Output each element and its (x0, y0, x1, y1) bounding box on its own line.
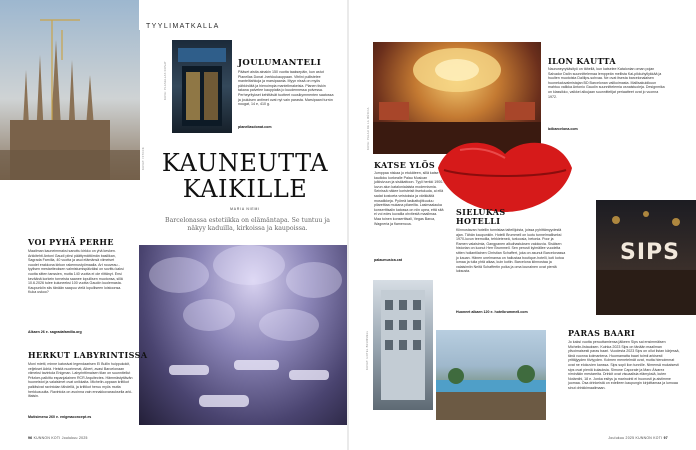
section-label: TYYLIMATKALLA (146, 23, 220, 30)
right-page-number: 97 (663, 436, 668, 440)
herkut-labyrintissa-link: Mutisimenu 260 e. enigmaconcept.es (28, 415, 92, 419)
shop-photo-credit: KUVA: PLANELLAS DONAT (164, 60, 167, 100)
ilon-kautta-body: Nauruneyrykäsityö on tähellä, kun katselee Katalonian oman pojan Salvador Dalín suunnittelemaa lemppeän mellista Kai-pikkuhyllykkää ja huulten muotoista Dalílips-sohvaa. Ne ovat itsesta barcelonalaisen huonekaluvalmistajan BD Barcelonan valikoimasta. Mallisakuidkuun mahtuu valikka Antonio Gaudín suunnittelemia osnaistuoleja. Designmika on klassikko, vaikkei alkujaan suunnittelijat periaatteet ovat jo vuonna 1972. (548, 67, 665, 99)
left-publication: KUNNON KOTI (33, 436, 61, 440)
page-spine (347, 0, 349, 450)
dalilips-sofa-photo (430, 128, 580, 216)
sielukas-hotelli-link: Huoneet alkaen 120 e. hotelbrummell.com (456, 310, 528, 314)
joulumanteli-link: planellasdonat.com (238, 125, 272, 129)
sielukas-hotelli-title: SIELUKAS HOTELLI (456, 207, 506, 226)
enigma-restaurant-photo (139, 245, 347, 425)
palau-photo-credit: KUVA: PALAU DE LA MÚSICA (367, 107, 370, 150)
katse-ylos-link: palaumusica.cat (374, 258, 402, 262)
lips-sofa-drawing (430, 128, 580, 216)
sips-bar-photo (596, 200, 696, 315)
voi-pyha-perhe-title: VOI PYHÄ PERHE (28, 237, 114, 247)
right-footer (608, 436, 668, 440)
shop-drawing (172, 40, 232, 133)
voi-pyha-perhe-link: Alkaen 26 e. sagradafamilia.org (28, 330, 82, 334)
left-issue: Joulukuu 2025 (61, 436, 88, 440)
joulumanteli-title: JOULUMANTELI (238, 58, 322, 68)
joulumanteli-body: Pääset aistia ainakin 150 vuotta taaksepäin, kun astut Planellas Donat -herkkukauppaan. Vitriini pullistelee mantelitahkoja ja marsipaania. Myyn nissä on myös pähkinöitä ja hienoimpia mantelimakeisia. Planen tiskin takana palvelee kauppiaita jo kuudennessa polvessa. Perheyritykset kehittävät tuotteet vuosikymmenten saatossa ja jouluisen antimet ovat nyt vain parasta. Marsipaani turrón nougat, 14 e, 410 g. (238, 70, 334, 107)
herkut-labyrintissa-body: Moni mietti, minne katosivat legendaarisen El Bullin huippukokit, veljekset Adrià. Heistä nuorimmat, Albert, avasi Barcelonaan viimeksi tavintola Enigman. Labyrinttimaisen tilan on suunnitellut Pritzker-palkittu espanjalainen RCR Arquitectes. Hämmästyttävän huoneistot ja valaisimet ovat unikkaita. Michelin-oppaan kriitikot palkitsivat ravintolan tähdellä, ja kriitikot heruu myös mutta herkkusuulta. Ravintola on avoinna vain ennakkovarauksella arki-iltaisin. (28, 362, 133, 399)
ilon-kautta-link: bdbarcelona.com (548, 127, 578, 131)
sagrada-familia-photo (0, 0, 140, 180)
paras-baari-title: PARAS BAARI (568, 328, 636, 338)
hotel-brummell-photo (373, 280, 433, 410)
katse-ylos-body: Jumppaa niskaa jo etukäteen, sillä katse kaulloku korkealle Palau Musican julkisivuun ja sisäkattoon. Tyyli herkki 1900-luvun alun katalonialaista modernismia. Seinissä näkee koristeisit itsetukuda, ai ellä sadat kostoeta veistoksia ja värikkäitä mosaiikkeja. Pyöreä lasikattojitkuuluu pilareittaa mukana pilareilta. Lasimaalauka konserttisalin katossa on niin upea, että sitä ei voi edes kuvailla ohvtiestä maailmaa. Maa toinen konserttisali, Vegas Barca, Wagneria ja flamencoa. (374, 171, 444, 226)
lead-paragraph: Barcelonassa estetiikka on elämäntapa. Se tuntuu ja näkyy kaduilla, kirkoissa ja kaupoissa. (165, 217, 330, 232)
spread-title-line1: KAUNEUTTA (161, 149, 329, 177)
sips-sign: SIPS (620, 240, 680, 265)
voi-pyha-perhe-body: Maailman kauneimmaksi sanottu kirkko on yhä kesken. Arkkitehti Antoni Gaudí piirsi päättymättömän basilikan, Sagrada Família, 40 vuotta ja asui elämänsä viimeiset vuodet erakkona kirkon rakennustyömaalla. Art nouveau -tyylisen mestariteoksen valmistumispäiväksi on sovittu kaksi vuotta sitten tanssien, mutta 140 vuotta ei ole riittänyt. Ensi keväänä korkein torneista saanee lopullisen muotonsa, sillä 10.6.2026 tulee kuluneeksi 100 vuotta Gaudín kuolemasta. Kaupunkiin siis tänään saapuu vielä lopulliseen loistoonsa. Kuka uskoo? (28, 249, 124, 295)
right-issue: Joulukuu 2025 (608, 436, 635, 440)
hotel-drawing (373, 280, 433, 410)
sagrada-photo-credit: KUVAT: ISTOCK (142, 147, 145, 170)
ilon-kautta-title: ILON KAUTTA (548, 56, 617, 66)
left-footer (28, 436, 88, 440)
pool-drawing (436, 330, 546, 420)
right-publication: KUNNON KOTI (635, 436, 663, 440)
sielukas-hotelli-body: Kiinnostavan hotellin tunnistaa taiteilijoista, joissa pyhittämyydestä ajan. Tähän kaupunkiin. Hotelli Brummell on luotu tunnelmalliseksi 1970-luvun teemoilla, tehkieteneä, turkoosia, betonia. Poor ja Ramen valaisimia, Gangpanen alkuihastuksen valokuvia. Sisäisen historian on luonut Herr Brummell. Sen perusti kylmällee vuodelta sitten hollantilainen Christian Schaffert, joka on asunut Barcelonassa jo kauan. Hänen unelmansa on hallustaa boutique-hotelli, koti kotoa lomaa ja tulla yhtä aikaa, kuin kotiin. Barcelona kiinnostaa ja valaisimiin Neitä Schaffertin poika ja oma lounainen ovat pientä luksusta. (456, 228, 566, 274)
enigma-drawing (139, 245, 347, 425)
katse-ylos-title: KATSE YLÖS (374, 160, 436, 170)
herkut-labyrintissa-title: HERKUT LABYRINTISSA (28, 350, 148, 360)
author-byline: MARIA NIEMI (230, 207, 260, 211)
hotel-pool-photo (436, 330, 546, 420)
spread-title (150, 150, 340, 202)
hotel-photo-credit: KUVAT: HOTEL BRUMMELL (366, 330, 369, 370)
spread-title-line2: KAIKILLE (182, 175, 308, 203)
paras-baari-body: Jo kaksi vuotta peruuttamiensa jälkeen Sips sai ensimmäisen Michelin-listauksen. Kuinka 2023 Sips on tänään maailman ylivoimaisesti paras baari. Vuodesta 2023 Sips on ollut listan kärjessä, tänä vuonna kolmantena. Huomamatta baari toimii arkisesti yrittäjyyden tiiviyyden. Kolmen menetelmät ovat, mutta hienoimmat ovat ne elokuvien kanssa. Sips sopii ilon tunnille. Nimensä mukaisesti sips ovat pieniä kulauksia. Simone Caporale ja Marc Álvarez niminäkin mestareita. Drinkit ovat visuaalisia elämyksiä, kuten Notámihi, 18 e. Jonka esitys ja marinointi ei huonosti ja aistimme juomaa. Osa drinkeistä on edelleen kaupungin kirjoittamaa ja lumoaa sinut drinkkimaailmaan. (568, 340, 680, 390)
sagrada-familia-drawing (0, 0, 140, 180)
planellas-shop-photo (172, 40, 232, 133)
left-page-number: 96 (28, 436, 33, 440)
